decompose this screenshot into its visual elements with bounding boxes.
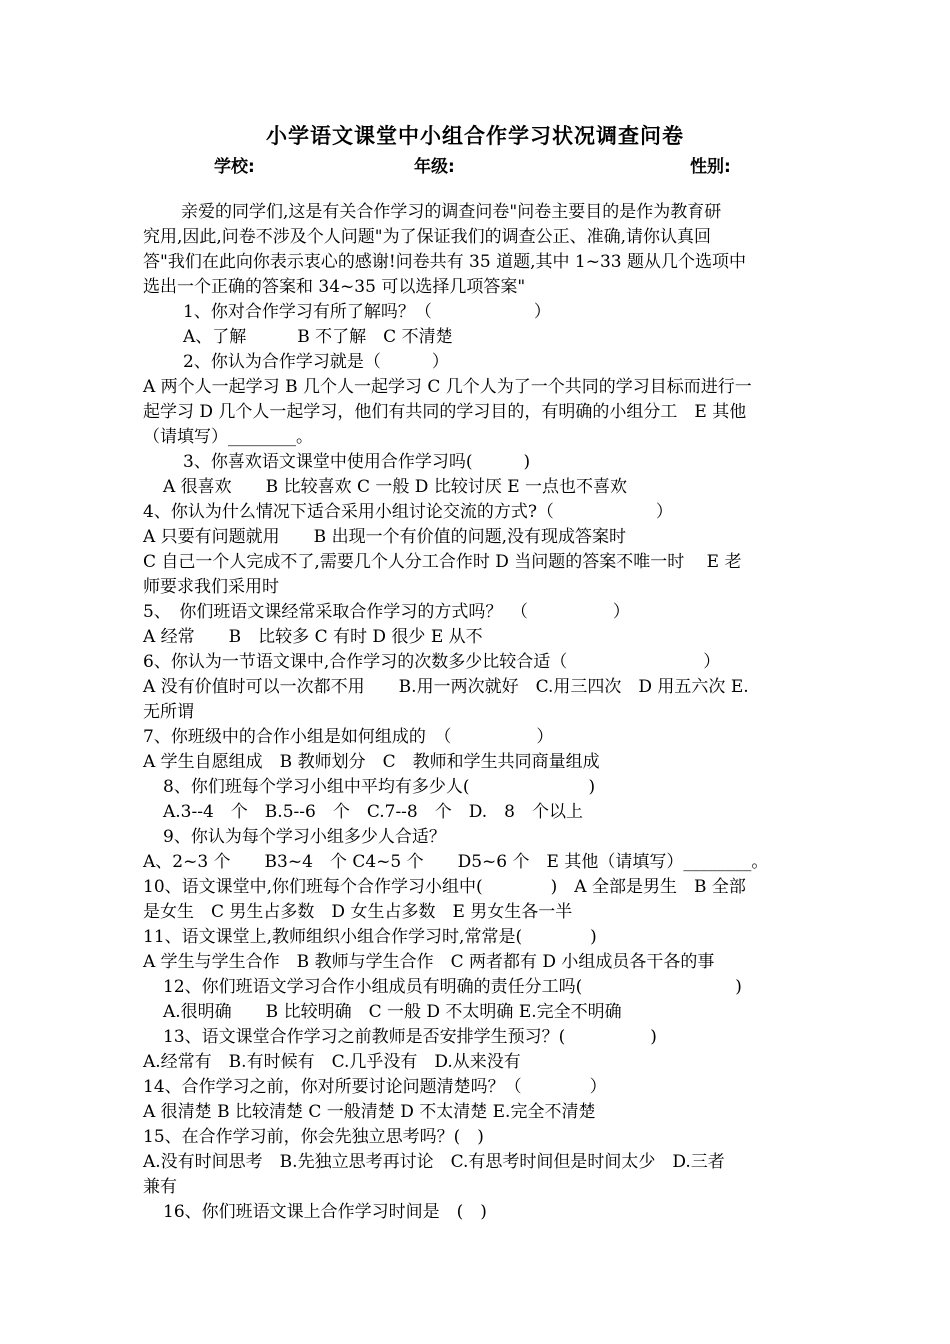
question-line: 无所谓: [143, 702, 194, 722]
question-line: A、2~3 个 B3~4 个 C4~5 个 D5~6 个 E 其他（请填写）________。: [143, 852, 769, 872]
question-line: 师要求我们采用时: [143, 577, 279, 597]
question-line: 14、合作学习之前，你对所要讨论问题清楚吗？（ ）: [143, 1077, 607, 1097]
question-line: 9、你认为每个学习小组多少人合适？: [163, 827, 446, 847]
intro-line: 究用,因此,问卷不涉及个人问题"为了保证我们的调查公正、准确,请你认真回: [143, 227, 712, 247]
question-line: 8、你们班每个学习小组中平均有多少人( ): [163, 777, 596, 797]
intro-line: 亲爱的同学们,这是有关合作学习的调查问卷"问卷主要目的是作为教育研: [181, 202, 722, 222]
question-line: 是女生 C 男生占多数 D 女生占多数 E 男女生各一半: [143, 902, 573, 922]
question-line: 15、在合作学习前，你会先独立思考吗？( ): [143, 1127, 484, 1147]
question-line: 16、你们班语文课上合作学习时间是 ( ): [163, 1202, 487, 1222]
questionnaire-body: [143, 200, 811, 1225]
question-line: 起学习 D 几个人一起学习，他们有共同的学习目的，有明确的小组分工 E 其他: [143, 402, 747, 422]
respondent-info-row: [0, 152, 950, 176]
question-line: A 很喜欢 B 比较喜欢 C 一般 D 比较讨厌 E 一点也不喜欢: [163, 477, 628, 497]
question-list: [143, 300, 811, 1225]
question-line: 4、你认为什么情况下适合采用小组讨论交流的方式?（ ）: [143, 502, 673, 522]
question-line: A 只要有问题就用 B 出现一个有价值的问题,没有现成答案时: [143, 527, 626, 547]
question-line: A 两个人一起学习 B 几个人一起学习 C 几个人为了一个共同的学习目标而进行一: [143, 377, 752, 397]
question-line: 2、你认为合作学习就是（ ）: [183, 352, 449, 372]
question-line: 5、 你们班语文课经常采取合作学习的方式吗？ （ ）: [143, 602, 630, 622]
gender-label: 性别:: [690, 157, 731, 177]
question-line: A.很明确 B 比较明确 C 一般 D 不太明确 E.完全不明确: [163, 1002, 622, 1022]
question-line: A.没有时间思考 B.先独立思考再讨论 C.有思考时间但是时间太少 D.三者: [143, 1152, 725, 1172]
question-line: 13、语文课堂合作学习之前教师是否安排学生预习？( ): [163, 1027, 657, 1047]
question-line: A 很清楚 B 比较清楚 C 一般清楚 D 不太清楚 E.完全不清楚: [143, 1102, 596, 1122]
question-line: C 自己一个人完成不了,需要几个人分工合作时 D 当问题的答案不唯一时 E 老: [143, 552, 742, 572]
question-line: A、了解 B 不了解 C 不清楚: [183, 327, 453, 347]
question-line: 3、你喜欢语文课堂中使用合作学习吗( ): [183, 452, 531, 472]
question-line: （请填写）________。: [143, 427, 313, 447]
intro-line: 选出一个正确的答案和 34~35 可以选择几项答案": [143, 277, 526, 297]
question-line: A 经常 B 比较多 C 有时 D 很少 E 从不: [143, 627, 483, 647]
question-line: 1、你对合作学习有所了解吗？（ ）: [183, 302, 551, 322]
question-line: A 学生与学生合作 B 教师与学生合作 C 两者都有 D 小组成员各干各的事: [143, 952, 715, 972]
question-line: 7、你班级中的合作小组是如何组成的 （ ）: [143, 727, 554, 747]
question-line: 兼有: [143, 1177, 177, 1197]
school-label: 学校:: [214, 157, 255, 177]
question-line: 11、语文课堂上,教师组织小组合作学习时,常常是( ): [143, 927, 597, 947]
question-line: A.经常有 B.有时候有 C.几乎没有 D.从来没有: [143, 1052, 521, 1072]
question-line: 12、你们班语文学习合作小组成员有明确的责任分工吗( ): [163, 977, 742, 997]
question-line: 6、你认为一节语文课中,合作学习的次数多少比较合适（ ）: [143, 652, 721, 672]
intro-line: 答"我们在此向你表示衷心的感谢!问卷共有 35 道题,其中 1~33 题从几个选项中: [143, 252, 746, 272]
page-title: 小学语文课堂中小组合作学习状况调查问卷: [266, 124, 684, 148]
question-line: 10、语文课堂中,你们班每个合作学习小组中( ) A 全部是男生 B 全部: [143, 877, 746, 897]
question-line: A 没有价值时可以一次都不用 B.用一两次就好 C.用三四次 D 用五六次 E.: [143, 677, 749, 697]
question-line: A.3--4 个 B.5--6 个 C.7--8 个 D. 8 个以上: [163, 802, 583, 822]
question-line: A 学生自愿组成 B 教师划分 C 教师和学生共同商量组成: [143, 752, 600, 772]
grade-label: 年级:: [414, 157, 455, 177]
